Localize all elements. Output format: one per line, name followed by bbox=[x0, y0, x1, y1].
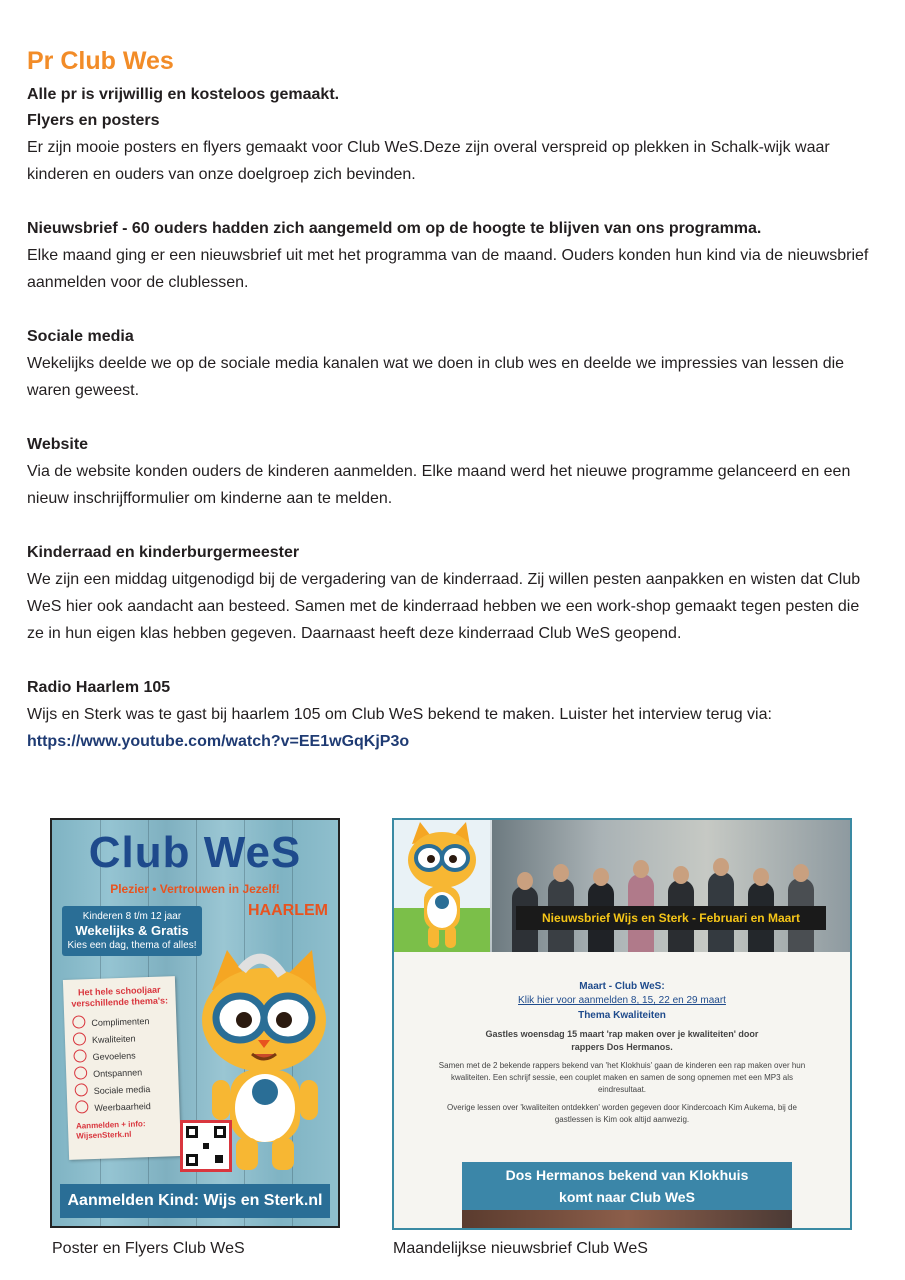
newsletter-paragraph-1: Samen met de 2 bekende rappers bekend van 'het Klokhuis' gaan de kinderen een rap maken over hun kwaliteiten. Een schrijf sessie, een couplet maken en samen de song opnemen met een MP3 als eindresultaat. bbox=[438, 1061, 806, 1094]
poster-theme-item: Weerbaarheid bbox=[75, 1097, 180, 1118]
poster-caption: Poster en Flyers Club WeS bbox=[52, 1240, 245, 1257]
group-photo bbox=[492, 820, 850, 952]
newsletter-banner: Nieuwsbrief Wijs en Sterk - Februari en Maart bbox=[516, 906, 826, 930]
smiley-icon bbox=[75, 1100, 88, 1113]
section-body-flyers: Er zijn mooie posters en flyers gemaakt voor Club WeS.Deze zijn overal verspreid op plekken in Schalk-wijk waar kinderen en ouders van onze doelgroep zich bevinden. bbox=[27, 139, 830, 183]
poster-image bbox=[50, 818, 340, 1228]
thumbs-up-icon bbox=[72, 1015, 85, 1028]
radio-body-text: Wijs en Sterk was te gast bij haarlem 105 om Club WeS bekend te maken. Luister het interview terug via: bbox=[27, 706, 772, 723]
poster-info-box bbox=[62, 906, 202, 956]
poster-frequency: Wekelijks & Gratis bbox=[75, 923, 189, 938]
poster-title: Club WeS bbox=[88, 828, 302, 877]
newsletter-heading: Maart - Club WeS: bbox=[579, 981, 665, 992]
cat-mascot-small-illustration bbox=[400, 822, 484, 950]
newsletter-image bbox=[392, 818, 852, 1230]
star-icon bbox=[73, 1032, 86, 1045]
phone-icon bbox=[75, 1083, 88, 1096]
poster-theme-item: Kwaliteiten bbox=[73, 1029, 178, 1050]
section-body-social: Wekelijks deelde we op de sociale media kanalen wat we doen in club wes en deelde we impressies van lessen die waren geweest. bbox=[27, 355, 845, 399]
newsletter-guest-lesson: Gastles woensdag 15 maart 'rap maken over je kwaliteiten' door rappers Dos Hermanos. bbox=[485, 1029, 759, 1052]
blue-banner-line-1: Dos Hermanos bekend van Klokhuis bbox=[505, 1167, 749, 1183]
qr-code-icon bbox=[180, 1120, 232, 1172]
section-heading-social: Sociale media bbox=[27, 328, 134, 345]
blue-banner-line-2: komt naar Club WeS bbox=[559, 1189, 695, 1205]
poster-card-heading: Het hele schooljaar verschillende thema's: bbox=[71, 984, 169, 1009]
page-title: Pr Club Wes bbox=[27, 47, 174, 75]
newsletter-blue-banner bbox=[462, 1162, 792, 1210]
poster-themes-card bbox=[63, 976, 181, 1160]
section-heading-newsletter: Nieuwsbrief - 60 ouders hadden zich aangemeld om op de hoogte te blijven van ons programma. bbox=[27, 220, 762, 237]
poster-age: Kinderen 8 t/m 12 jaar bbox=[82, 911, 182, 922]
newsletter-signup-link[interactable]: Klik hier voor aanmelden 8, 15, 22 en 29 maart bbox=[518, 995, 726, 1006]
poster-theme-list bbox=[64, 1012, 179, 1118]
text-column bbox=[27, 44, 877, 755]
newsletter-paragraph-2: Overige lessen over 'kwaliteiten ontdekken' worden gegeven door Kindercoach Kim Aukema, bij de gastlessen is Kim ook altijd aanwezig. bbox=[447, 1103, 797, 1124]
heart-icon bbox=[73, 1049, 86, 1062]
section-body-radio bbox=[27, 701, 877, 755]
poster-theme-item: Sociale media bbox=[75, 1080, 180, 1101]
poster-theme-item: Ontspannen bbox=[74, 1063, 179, 1084]
poster-theme-item: Gevoelens bbox=[73, 1046, 178, 1067]
poster-card-cta: Aanmelden + info: WijsenSterk.nl bbox=[75, 1119, 146, 1141]
poster-choose: Kies een dag, thema of alles! bbox=[67, 940, 197, 951]
section-heading-kinderraad: Kinderraad en kinderburgermeester bbox=[27, 544, 300, 561]
intro-text: Alle pr is vrijwillig en kosteloos gemaakt. bbox=[27, 86, 340, 103]
section-body-website: Via de website konden ouders de kinderen aanmelden. Elke maand werd het nieuwe programme gelanceerd en een nieuw inschrijfformulier om kinderne aan te melden. bbox=[27, 463, 851, 507]
section-heading-flyers: Flyers en posters bbox=[27, 112, 160, 129]
section-heading-radio: Radio Haarlem 105 bbox=[27, 679, 171, 696]
poster-subtitle: Plezier • Vertrouwen in Jezelf! bbox=[110, 882, 280, 896]
poster-theme-item: Complimenten bbox=[72, 1012, 177, 1033]
newsletter-theme: Thema Kwaliteiten bbox=[578, 1010, 666, 1021]
poster-footer: Aanmelden Kind: Wijs en Sterk.nl bbox=[60, 1184, 330, 1218]
section-heading-website: Website bbox=[27, 436, 89, 453]
newsletter-body bbox=[394, 980, 850, 1126]
poster-city: HAARLEM bbox=[248, 902, 328, 919]
section-body-kinderraad: We zijn een middag uitgenodigd bij de vergadering van de kinderraad. Zij willen pesten aanpakken en wisten dat Club WeS hier ook aandacht aan besteed. Samen met de kinderraad hebben we een work-shop gemaakt tegen pesten die ze in hun eigen klas hebben gegeven. Daarnaast heeft deze kinderraad Club WeS geopend. bbox=[27, 571, 861, 642]
newsletter-caption: Maandelijkse nieuwsbrief Club WeS bbox=[393, 1240, 648, 1257]
balance-icon bbox=[74, 1066, 87, 1079]
youtube-link[interactable]: https://www.youtube.com/watch?v=EE1wGqKjP3o bbox=[27, 733, 410, 750]
section-body-newsletter: Elke maand ging er een nieuwsbrief uit met het programma van de maand. Ouders konden hun kind via de nieuwsbrief aanmelden voor de clublessen. bbox=[27, 247, 869, 291]
